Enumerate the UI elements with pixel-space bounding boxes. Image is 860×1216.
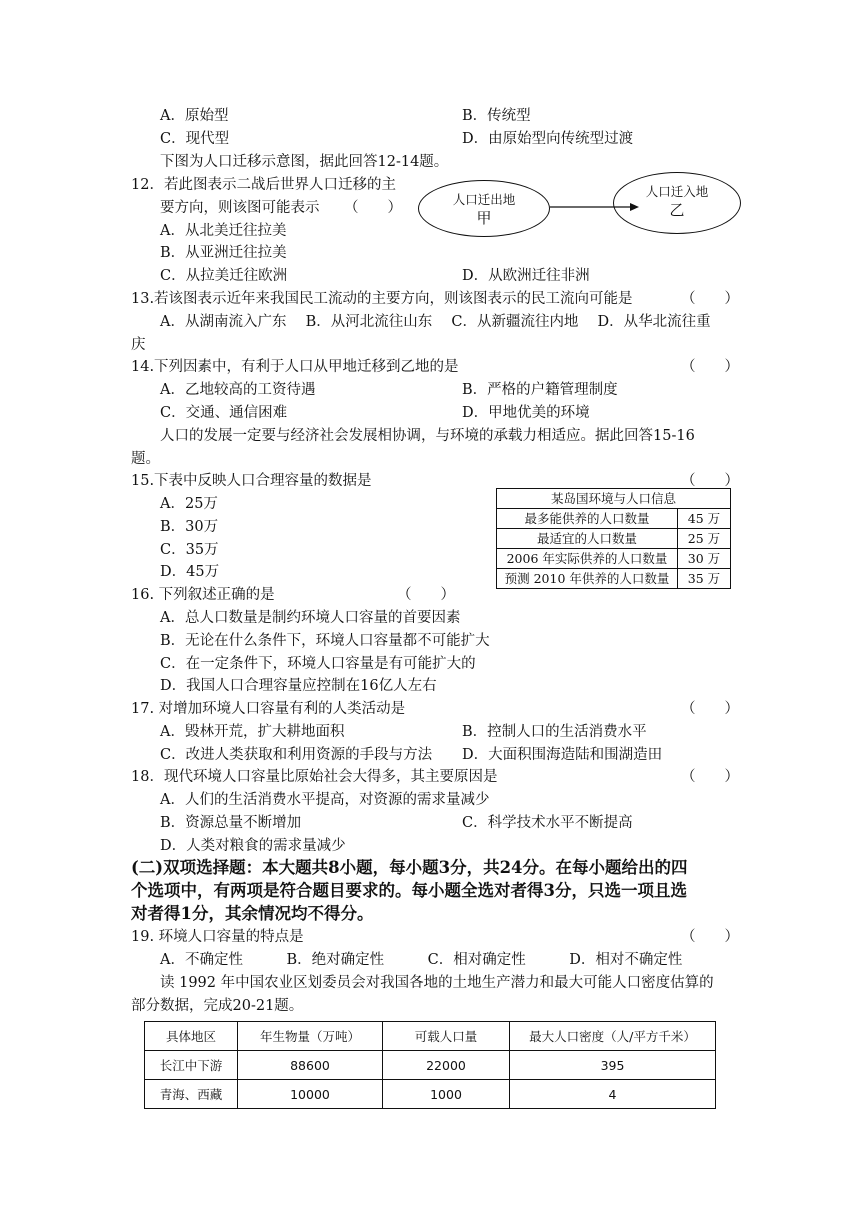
table-header-cell: 最大人口密度（人/平方千米）	[510, 1022, 716, 1051]
q12-answer-paren: （ ）	[344, 200, 402, 216]
table-row	[497, 569, 731, 589]
intro-20-21-line2: 部分数据，完成20-21题。	[131, 998, 304, 1014]
q16-stem: 16. 下列叙述正确的是	[131, 587, 275, 603]
q13-options-wrap: 庆	[131, 337, 146, 353]
table-cell: 1000	[383, 1080, 510, 1109]
table-cell-value: 45 万	[678, 509, 731, 529]
table-title: 某岛国环境与人口信息	[497, 489, 731, 509]
q17-option-c: C．改进人类获取和利用资源的手段与方法	[160, 747, 433, 763]
table-header-cell: 具体地区	[145, 1022, 238, 1051]
table-title-row	[497, 489, 731, 509]
origin-oval	[418, 180, 550, 237]
q18-answer-paren: （ ）	[681, 769, 739, 785]
q14-stem: 14.下列因素中，有利于人口从甲地迁移到乙地的是	[131, 359, 459, 375]
q12-option-a: A．从北美迁往拉美	[160, 223, 287, 239]
q15-answer-paren: （ ）	[681, 473, 739, 489]
q19-options: A．不确定性 B．绝对确定性 C．相对确定性 D．相对不确定性	[160, 952, 683, 968]
destination-name: 乙	[669, 201, 685, 219]
section2-instructions-line1: (二)双项选择题：本大题共8小题，每小题3分，共24分。在每小题给出的四	[131, 858, 688, 877]
table-cell-value: 35 万	[678, 569, 731, 589]
q12-stem-line1: 12．若此图表示二战后世界人口迁移的主	[131, 177, 396, 193]
q16-option-a: A．总人口数量是制约环境人口容量的首要因素	[160, 610, 461, 626]
intro-12-14: 下图为人口迁移示意图，据此回答12-14题。	[160, 154, 449, 170]
q18-option-c: C．科学技术水平不断提高	[462, 815, 633, 831]
table-row	[497, 549, 731, 569]
table-cell-label: 预测 2010 年供养的人口数量	[497, 569, 678, 589]
table-cell-value: 30 万	[678, 549, 731, 569]
q19-stem: 19. 环境人口容量的特点是	[131, 929, 304, 945]
table-row	[145, 1080, 716, 1109]
q15-option-c: C．35万	[160, 542, 219, 558]
q14-answer-paren: （ ）	[681, 359, 739, 375]
q12-option-b: B．从亚洲迁往拉美	[160, 245, 287, 261]
q11-option-a: A．原始型	[160, 108, 229, 124]
q15-option-b: B．30万	[160, 519, 219, 535]
q12-stem-line2: 要方向，则该图可能表示	[160, 200, 320, 216]
table-row	[497, 509, 731, 529]
table-cell: 395	[510, 1051, 716, 1080]
origin-label: 人口迁出地	[452, 192, 516, 207]
population-capacity-table	[144, 1021, 716, 1109]
q15-stem: 15.下表中反映人口合理容量的数据是	[131, 473, 372, 489]
table-cell-label: 2006 年实际供养的人口数量	[497, 549, 678, 569]
q16-option-c: C．在一定条件下，环境人口容量是有可能扩大的	[160, 656, 476, 672]
q18-option-d: D．人类对粮食的需求量减少	[160, 838, 346, 854]
q14-option-b: B．严格的户籍管理制度	[462, 382, 618, 398]
table-cell: 长江中下游	[145, 1051, 238, 1080]
island-info-table	[496, 488, 731, 589]
table-cell: 88600	[238, 1051, 383, 1080]
intro-15-16-line2: 题。	[131, 451, 160, 467]
intro-15-16-line1: 人口的发展一定要与经济社会发展相协调，与环境的承载力相适应。据此回答15-16	[160, 428, 695, 444]
table-cell-label: 最多能供养的人口数量	[497, 509, 678, 529]
table-row	[145, 1051, 716, 1080]
section2-instructions-line2: 个选项中，有两项是符合题目要求的。每小题全选对者得3分，只选一项且选	[131, 881, 687, 900]
q14-option-d: D．甲地优美的环境	[462, 405, 590, 421]
table-header-row	[145, 1022, 716, 1051]
section2-instructions-line3: 对者得1分，其余情况均不得分。	[131, 904, 374, 923]
table-row	[497, 529, 731, 549]
q13-answer-paren: （ ）	[681, 291, 739, 307]
origin-name: 甲	[476, 209, 492, 227]
table-cell: 青海、西藏	[145, 1080, 238, 1109]
q11-option-d: D．由原始型向传统型过渡	[462, 131, 634, 147]
q13-options: A．从湖南流入广东 B．从河北流往山东 C．从新疆流往内地 D．从华北流往重	[160, 314, 711, 330]
table-cell: 22000	[383, 1051, 510, 1080]
table-header-cell: 可载人口量	[383, 1022, 510, 1051]
table-header-cell: 年生物量（万吨）	[238, 1022, 383, 1051]
q13-stem: 13.若该图表示近年来我国民工流动的主要方向，则该图表示的民工流向可能是	[131, 291, 633, 307]
q11-option-b: B．传统型	[462, 108, 531, 124]
q15-option-d: D．45万	[160, 564, 220, 580]
table-cell-value: 25 万	[678, 529, 731, 549]
q18-stem: 18．现代环境人口容量比原始社会大得多，其主要原因是	[131, 769, 498, 785]
q17-answer-paren: （ ）	[681, 701, 739, 717]
q14-option-c: C．交通、通信困难	[160, 405, 288, 421]
table-cell-label: 最适宜的人口数量	[497, 529, 678, 549]
table-cell: 10000	[238, 1080, 383, 1109]
intro-20-21-line1: 读 1992 年中国农业区划委员会对我国各地的土地生产潜力和最大可能人口密度估算的	[160, 975, 714, 991]
q17-option-b: B．控制人口的生活消费水平	[462, 724, 647, 740]
q17-option-d: D．大面积围海造陆和围湖造田	[462, 747, 663, 763]
q18-option-a: A．人们的生活消费水平提高，对资源的需求量减少	[160, 792, 490, 808]
q19-answer-paren: （ ）	[681, 929, 739, 945]
q15-option-a: A．25万	[160, 496, 218, 512]
table-cell: 4	[510, 1080, 716, 1109]
q16-option-b: B．无论在什么条件下，环境人口容量都不可能扩大	[160, 633, 490, 649]
q17-stem: 17. 对增加环境人口容量有利的人类活动是	[131, 701, 406, 717]
q16-answer-paren: （ ）	[397, 587, 455, 603]
q14-option-a: A．乙地较高的工资待遇	[160, 382, 316, 398]
q12-option-d: D．从欧洲迁往非洲	[462, 268, 590, 284]
destination-label: 人口迁入地	[645, 184, 709, 199]
q18-option-b: B．资源总量不断增加	[160, 815, 302, 831]
q11-option-c: C．现代型	[160, 131, 230, 147]
q17-option-a: A．毁林开荒，扩大耕地面积	[160, 724, 345, 740]
destination-oval	[613, 172, 741, 234]
q16-option-d: D．我国人口合理容量应控制在16亿人左右	[160, 678, 437, 694]
q12-option-c: C．从拉美迁往欧洲	[160, 268, 288, 284]
